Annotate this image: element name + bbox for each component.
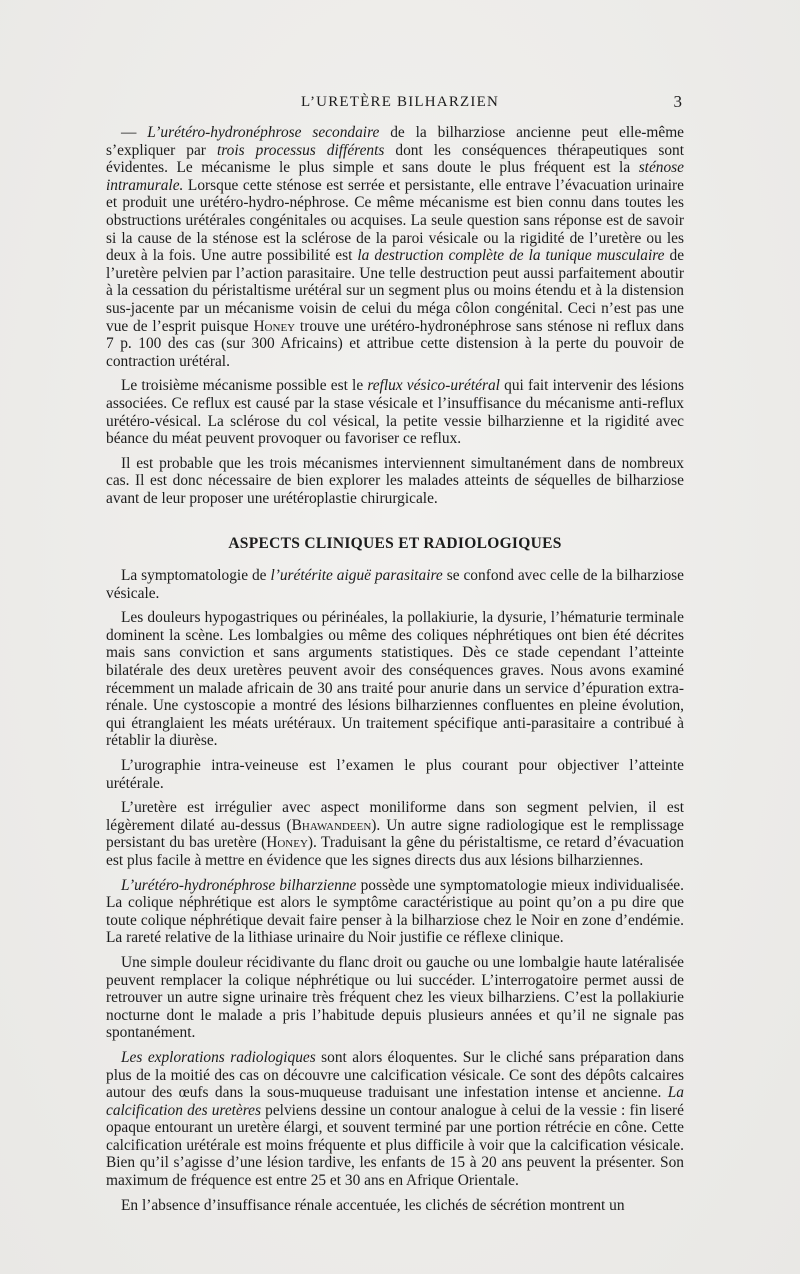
text-run: ). Traduisant la gêne du péristaltisme, ce retard d’évacuation est plus facile à mettre en évidence que les signes directs dus aux lésions bilharziennes.: [106, 834, 684, 869]
italic-term: La calcification des uretères: [106, 1084, 684, 1119]
page-number: 3: [673, 92, 682, 111]
paragraph-secretion-films: En l’absence d’insuffisance rénale accentuée, les clichés de sécrétion montrent un: [121, 1196, 625, 1214]
running-title: L’URETÈRE BILHARZIEN: [300, 94, 499, 110]
paragraph-acute-ureteritis: [106, 567, 684, 602]
text-run: sont alors éloquentes. Sur le cliché sans préparation dans plus de la moitié des cas on découvre une calcification vésicale. Ce sont des dépôts calcaires autour des œufs dans la sous-muqueuse traduisant une infestation intense et ancienne.: [106, 1048, 685, 1102]
italic-term: L’urétéro-hydronéphrose secondaire: [147, 124, 380, 141]
text-run: de la bilharziose ancienne peut elle-même s’expliquer par: [106, 124, 685, 159]
text-run: L’uretère est irrégulier avec aspect moniliforme dans son segment pelvien, il est légèrement dilaté au-dessus (: [106, 799, 684, 834]
author-name: Honey: [253, 317, 296, 335]
italic-term: la destruction complète de la tunique musculaire: [357, 247, 665, 265]
text-run: se confond avec celle de la bilharziose vésicale.: [106, 567, 684, 602]
author-name: Honey: [266, 834, 308, 852]
text-run: Le troisième mécanisme possible est le: [121, 377, 368, 395]
italic-term: Les explorations radiologiques: [121, 1048, 316, 1066]
body-text: [106, 124, 684, 1221]
paragraph-reflux: [106, 377, 684, 447]
text-run: possède une symptomatologie mieux individualisée. La colique néphrétique est alors le symptôme caractéristique au point qu’on a pu dire que toute colique néphrétique devait faire penser à la bilharziose chez le Noir en zone d’endémie. La rareté relative de la lithiase urinaire du Noir justifie ce réflexe clinique.: [106, 876, 684, 947]
text-run: —: [121, 124, 148, 141]
text-run: qui fait intervenir des lésions associées. Ce reflux est causé par la stase vésicale et l’insuffisance du mécanisme anti-reflux urétéro-vésical. La sclérose du col vésical, la petite vessie bilharzienne et la rigidité avec béance du méat peuvent provoquer ou favoriser ce reflux.: [106, 377, 685, 448]
paragraph-bilharzial-hydronephrosis: [106, 877, 684, 947]
paragraph-urography: L’urographie intra-veineuse est l’examen le plus courant pour objectiver l’atteinte urétérale.: [106, 757, 684, 792]
text-run: pelviens dessine un contour analogue à celui de la vessie : fin liseré opaque entourant un uretère élargi, et souvent terminé par une portion rétrécie en cône. Cette calcification urétérale est moins fréquente et plus difficile à voir que la calcification vésicale. Bien qu’il s’agisse d’une lésion tardive, les enfants de 15 à 20 ans peuvent la présenter. Son maximum de fréquence est entre 25 et 30 ans en Afrique Orientale.: [106, 1101, 684, 1190]
italic-term: l’urétérite aiguë parasitaire: [270, 567, 443, 585]
text-run: trouve une urétéro-hydronéphrose sans sténose ni reflux dans 7 p. 100 des cas (sur 300 Africains) et attribue cette distension à la perte du pouvoir de contraction urétéral.: [106, 317, 684, 370]
italic-term: L’urétéro-hydronéphrose bilharzienne: [121, 876, 357, 894]
section-heading: ASPECTS CLINIQUES ET RADIOLOGIQUES: [228, 535, 562, 553]
text-run: ). Un autre signe radiologique est le remplissage persistant du bas uretère (: [106, 816, 684, 852]
text-run: dont les conséquences thérapeutiques sont évidentes. Le mécanisme le plus simple et sans doute le plus fréquent est la: [106, 141, 684, 177]
text-run: de l’uretère pelvien par l’action parasitaire. Une telle destruction peut aussi parfaitement aboutir à la cessation du péristaltisme urétéral sur un segment plus ou moins étendu et à la distension sus-jacente par un mécanisme voisin de celui du méga côlon congénital. Ceci n’est pas une vue de l’esprit puisque: [106, 247, 685, 335]
text-run: Lorsque cette sténose est serrée et persistante, elle entrave l’évacuation urinaire et produit une urétéro-hydro-néphrose. Ce même mécanisme est bien connu dans toutes les obstructions urétérales congénitales ou acquises. La seule question sans réponse est de savoir si la cause de la sténose est la sclérose de la paroi vésicale ou la rigidité de l’uretère ou les deux à la fois. Une autre possibilité est: [106, 176, 684, 265]
italic-term: sténose intramurale.: [106, 159, 684, 194]
paragraph-flank-pain: Une simple douleur récidivante du flanc droit ou gauche ou une lombalgie haute latéralisée peuvent remplacer la colique néphrétique ou lui succéder. L’interrogatoire permet aussi de retrouver un autre signe urinaire très fréquent chez les vieux bilharziens. C’est la pollakiurie nocturne dont le malade a pris l’habitude depuis plusieurs années et qu’il ne signale pas spontanément.: [106, 953, 684, 1042]
paragraph-secondary-hydronephrosis: [106, 124, 684, 370]
author-name: Bhawandeen: [291, 816, 372, 834]
text-run: La symptomatologie de: [121, 567, 271, 585]
paragraph-three-mechanisms: Il est probable que les trois mécanismes interviennent simultanément dans de nombreux cas. Il est donc nécessaire de bien explorer les malades atteints de séquelles de bilharziose avant de leur proposer une urétéroplastie chirurgicale.: [106, 454, 684, 507]
italic-term: reflux vésico-urétéral: [367, 377, 500, 395]
paragraph-symptoms: Les douleurs hypogastriques ou périnéales, la pollakiurie, la dysurie, l’hématurie terminale dominent la scène. Les lombalgies ou même des coliques néphrétiques ont bien été décrites mais sans conviction et sans arguments statistiques. Dès ce stade cependant l’atteinte bilatérale des deux uretères peuvent avoir des conséquences graves. Nous avons examiné récemment un malade africain de 30 ans traité pour anurie dans un service d’épuration extra-rénale. Une cystoscopie a montré des lésions bilharziennes confluentes en pleine évolution, qui étranglaient les méats urétéraux. Un traitement spécifique anti-parasitaire a contribué à rétablir la diurèse.: [106, 609, 684, 750]
page-header: [0, 92, 800, 116]
paragraph-radiologic-explorations: [106, 1049, 684, 1190]
italic-term: trois processus différents: [216, 141, 385, 159]
paragraph-radiologic-signs: [106, 799, 684, 869]
